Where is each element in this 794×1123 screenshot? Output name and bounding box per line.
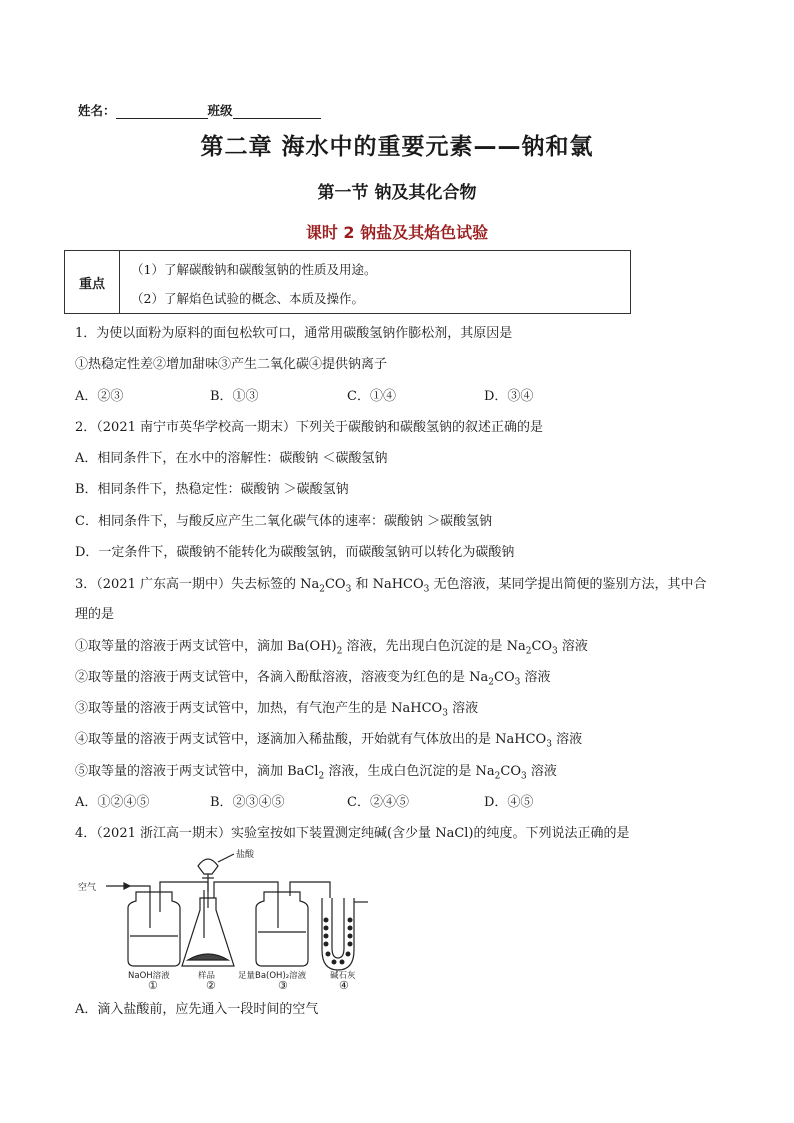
bottle4-label: 碱石灰 (330, 971, 356, 981)
subscript: 2 (336, 646, 343, 657)
name-class-line (78, 101, 321, 119)
q1-choices: ①热稳定性差②增加甜味③产生二氧化碳④提供钠离子 (75, 357, 388, 372)
q2-option-a[interactable]: A．相同条件下，在水中的溶解性：碳酸钠 ＜碳酸氢钠 (75, 451, 388, 466)
text: ②取等量的溶液于两支试管中，各滴入酚酞溶液，溶液变为红色的是 Na (75, 670, 489, 685)
bottle-3 (256, 892, 308, 966)
text: 溶液，生成白色沉淀的是 Na (324, 764, 495, 779)
bottle1-number: ① (148, 979, 158, 992)
text: ④取等量的溶液于两支试管中，逐滴加入稀盐酸，开始就有气体放出的是 NaHCO (75, 732, 547, 747)
q3-stem-line2: 理的是 (75, 607, 115, 622)
q1-option-b[interactable]: B．①③ (210, 389, 259, 404)
u-tube-inner (332, 898, 344, 958)
q3-option-c[interactable]: C．②④⑤ (347, 795, 409, 810)
text: ①取等量的溶液于两支试管中，滴加 Ba(OH) (75, 639, 337, 654)
chapter-title: 第二章 海水中的重要元素——钠和氯 (200, 134, 594, 160)
subscript: 2 (525, 646, 532, 657)
arrow-head (124, 883, 130, 889)
acid-label: 盐酸 (236, 850, 255, 860)
text: 溶液 (447, 701, 479, 716)
q1-option-d[interactable]: D．③④ (484, 389, 534, 404)
q1-option-c[interactable]: C．①④ (347, 389, 396, 404)
q3-statement-2 (75, 666, 550, 688)
subscript: 3 (345, 584, 352, 595)
q3-stem (75, 573, 707, 595)
bottle3-number: ③ (278, 979, 288, 992)
q1-option-a[interactable]: A．②③ (75, 389, 124, 404)
subscript: 2 (318, 771, 325, 782)
q3-option-d[interactable]: D．④⑤ (484, 795, 534, 810)
q3-statement-3 (75, 697, 478, 719)
name-blank[interactable] (116, 104, 208, 119)
name-label: 姓名： (78, 103, 116, 118)
text: CO (494, 670, 515, 685)
subscript: 2 (319, 584, 325, 595)
text: 溶液 (551, 732, 583, 747)
q2-option-b[interactable]: B．相同条件下，热稳定性：碳酸钠 ＞碳酸氢钠 (75, 482, 349, 497)
subscript: 3 (442, 708, 448, 719)
q3-stem-part: 无色溶液，某同学提出简便的鉴别方法，其中合 (429, 577, 707, 592)
key-point-1: （1）了解碳酸钠和碳酸氢钠的性质及用途。 (131, 262, 377, 277)
q3-statement-1 (75, 635, 588, 657)
text: CO (500, 764, 522, 779)
text: ③取等量的溶液于两支试管中，加热，有气泡产生的是 NaHCO (75, 701, 443, 716)
subscript: 2 (488, 677, 494, 688)
funnel-bulb (198, 859, 218, 874)
bottle-1 (128, 892, 180, 966)
q2-stem: 2．（2021 南宁市英华学校高一期末）下列关于碳酸钠和碳酸氢钠的叙述正确的是 (75, 420, 543, 435)
key-point-2: （2）了解焰色试验的概念、本质及操作。 (131, 291, 364, 306)
text: 溶液 (520, 670, 551, 685)
text: 溶液 (557, 639, 588, 654)
q2-option-d[interactable]: D．一定条件下，碳酸钠不能转化为碳酸氢钠，而碳酸氢钠可以转化为碳酸钠 (75, 545, 515, 560)
subscript: 2 (494, 771, 501, 782)
q3-stem-part: 和 NaHCO (351, 577, 424, 592)
sample-pile (188, 954, 228, 960)
bottle2-number: ② (206, 979, 216, 992)
subscript: 3 (552, 646, 558, 657)
subscript: 3 (521, 771, 527, 782)
bottle1-label: NaOH溶液 (128, 971, 170, 981)
q4-option-a[interactable]: A．滴入盐酸前，应先通入一段时间的空气 (75, 1002, 319, 1017)
q3-option-b[interactable]: B．②③④⑤ (210, 795, 285, 810)
q3-statement-5 (75, 760, 557, 782)
apparatus-diagram (76, 848, 376, 983)
q2-option-c[interactable]: C．相同条件下，与酸反应产生二氧化碳气体的速率：碳酸钠 ＞碳酸氢钠 (75, 514, 493, 529)
class-blank[interactable] (233, 104, 321, 119)
subscript: 3 (514, 677, 521, 688)
bottle2-label: 样品 (198, 971, 216, 981)
q3-stem-part: 3．（2021 广东高一期中）失去标签的 Na (75, 577, 320, 592)
tube-3-to-4 (290, 882, 330, 898)
key-points-label: 重点 (65, 251, 120, 313)
q1-stem: 1．为使以面粉为原料的面包松软可口，通常用碳酸氢钠作膨松剂，其原因是 (75, 326, 513, 341)
subscript: 3 (423, 584, 430, 595)
section-title: 第一节 钠及其化合物 (317, 183, 477, 203)
air-label: 空气 (78, 883, 97, 893)
text: 溶液 (526, 764, 557, 779)
bottle4-number: ④ (339, 979, 349, 992)
text: 溶液，先出现白色沉淀的是 Na (342, 639, 526, 654)
q4-stem: 4．（2021 浙江高一期末）实验室按如下装置测定纯碱(含少量 NaCl)的纯度。下列说法正确的是 (75, 826, 630, 841)
acid-pointer (218, 854, 234, 862)
tube-2-to-3 (214, 882, 278, 928)
tube-1-to-2 (160, 882, 208, 908)
q3-statement-4 (75, 728, 582, 750)
lesson-title: 课时 2 钠盐及其焰色试验 (305, 223, 489, 242)
class-label: 班级 (207, 103, 233, 118)
q3-option-a[interactable]: A．①②④⑤ (75, 795, 150, 810)
key-points-box (64, 250, 631, 314)
q3-stem-part: CO (324, 577, 346, 592)
text: CO (531, 639, 553, 654)
text: ⑤取等量的溶液于两支试管中，滴加 BaCl (75, 764, 319, 779)
subscript: 3 (546, 739, 552, 750)
bottle3-label: 足量Ba(OH)₂溶液 (238, 971, 307, 981)
